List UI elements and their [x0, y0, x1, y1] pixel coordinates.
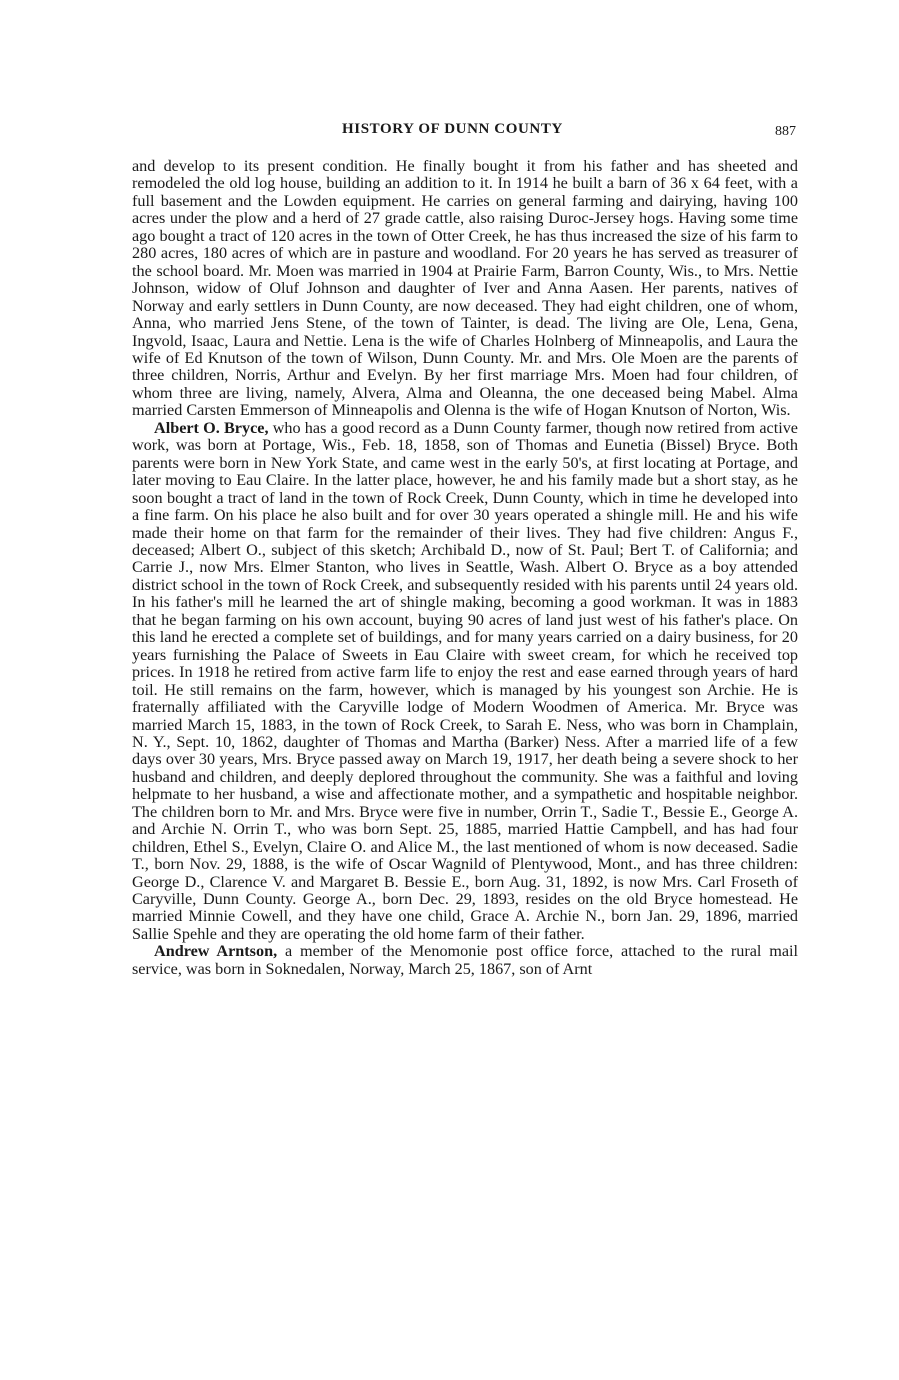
running-title: HISTORY OF DUNN COUNTY — [342, 121, 563, 137]
paragraph-text: who has a good record as a Dunn County farmer, though now retired from active work, was born at Portage, Wis., Feb. 18, 1858, son of Thomas and Eunetia (Bissel) Bryce. Both parents were born in New York State, and came west in the early 50's, at first locating at Portage, and later moving to Eau Claire. In the latter place, however, he and his family made but a short stay, as he soon bought a tract of land in the town of Rock Creek, Dunn County, which in time he developed into a fine farm. On his place he also built and for over 30 years operated a shingle mill. He and his wife made their home on that farm for the remainder of their lives. They had five children: Angus F., deceased; Albert O., subject of this sketch; Archibald D., now of St. Paul; Bert T. of California; and Carrie J., now Mrs. Elmer Stanton, who lives in Seattle, Wash. Albert O. Bryce as a boy attended district school in the town of Rock Creek, and subsequently resided with his parents until 24 years old. In his father's mill he learned the art of shingle making, becoming a good workman. It was in 1883 that he began farming on his own account, buying 90 acres of land just west of his father's place. On this land he erected a complete set of buildings, and for many years carried on a dairy business, for 20 years furnishing the Palace of Sweets in Eau Claire with sweet cream, for which he received top prices. In 1918 he retired from active farm life to enjoy the rest and ease earned through years of hard toil. He still remains on the farm, however, which is managed by his youngest son Archie. He is fraternally affiliated with the Caryville lodge of Modern Woodmen of America. Mr. Bryce was married March 15, 1883, in the town of Rock Creek, to Sarah E. Ness, who was born in Champlain, N. Y., Sept. 10, 1862, daughter of Thomas and Martha (Barker) Ness. After a married life of a few days over 30 years, Mrs. Bryce passed away on March 19, 1917, her death being a severe shock to her husband and children, and deeply deplored throughout the community. She was a faithful and loving helpmate to her husband, a wise and affectionate mother, and a sympathetic and hospitable neighbor. The children born to Mr. and Mrs. Bryce were five in number, Orrin T., Sadie T., Bessie E., George A. and Archie N. Orrin T., who was born Sept. 25, 1885, married Hattie Campbell, and has had four children, Ethel S., Evelyn, Claire O. and Alice M., the last mentioned of whom is now deceased. Sadie T., born Nov. 29, 1888, is the wife of Oscar Wagnild of Plentywood, Mont., and has three children: George D., Clarence V. and Margaret B. Bessie E., born Aug. 31, 1892, is now Mrs. Carl Froseth of Caryville, Dunn County. George A., born Dec. 29, 1893, resides on the old Bryce homestead. He married Minnie Cowell, and they have one child, Grace A. Archie N., born Jan. 29, 1896, married Sallie Spehle and they are operating the old home farm of their father. — [132, 418, 798, 943]
subject-name: Albert O. Bryce, — [154, 418, 269, 437]
page-header — [132, 118, 796, 142]
paragraph-andrew-arntson — [132, 943, 798, 978]
subject-name: Andrew Arntson, — [154, 942, 278, 961]
body-text — [132, 158, 798, 978]
paragraph-text: and develop to its present condition. He finally bought it from his father and has sheeted and remodeled the old log house, building an addition to it. In 1914 he built a barn of 36 x 64 feet, with a full basement and the Lowden equipment. He carries on general farming and dairying, having 100 acres under the plow and a herd of 27 grade cattle, also raising Duroc-Jersey hogs. Having some time ago bought a tract of 120 acres in the town of Otter Creek, he has thus increased the size of his farm to 280 acres, 180 acres of which are in pasture and woodland. For 20 years he has served as treasurer of the school board. Mr. Moen was married in 1904 at Prairie Farm, Barron County, Wis., to Mrs. Nettie Johnson, widow of Oluf Johnson and daughter of Iver and Anna Aasen. Her parents, natives of Norway and early settlers in Dunn County, are now deceased. They had eight children, one of whom, Anna, who married Jens Stene, of the town of Tainter, is dead. The living are Ole, Lena, Gena, Ingvold, Isaac, Laura and Nettie. Lena is the wife of Charles Holnberg of Minneapolis, and Laura the wife of Ed Knutson of the town of Wilson, Dunn County. Mr. and Mrs. Ole Moen are the parents of three children, Norris, Arthur and Evelyn. By her first marriage Mrs. Moen had four children, of whom three are living, namely, Alvera, Alma and Oleanna, the one deceased being Mabel. Alma married Carsten Emmerson of Minneapolis and Olenna is the wife of Hogan Knutson of Norton, Wis. — [132, 157, 798, 420]
page-number: 887 — [775, 124, 796, 139]
paragraph-moen-continuation — [132, 158, 798, 420]
paragraph-text: a member of the Menomonie post office force, attached to the rural mail service, was born in Soknedalen, Norway, March 25, 1867, son of Arnt — [132, 942, 798, 978]
paragraph-albert-o-bryce — [132, 420, 798, 944]
